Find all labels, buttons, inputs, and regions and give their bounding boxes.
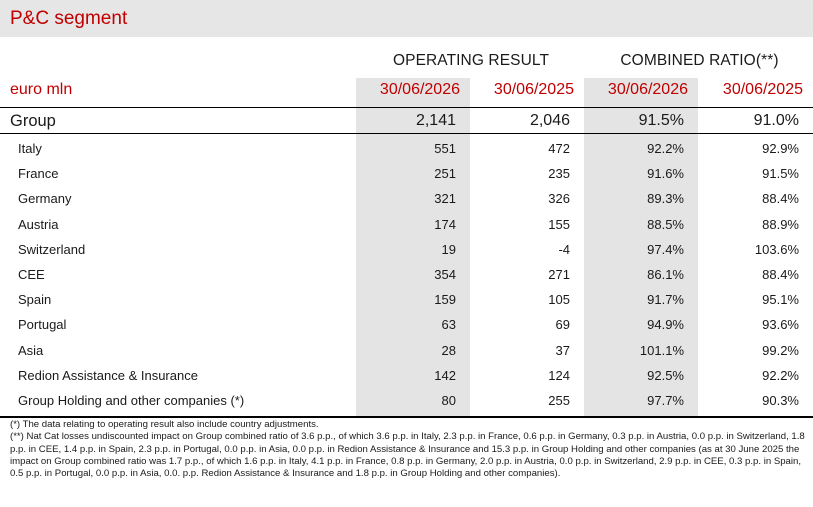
cell-ratio-2026: 97.4%: [647, 241, 684, 257]
header-divider: [0, 107, 813, 108]
date-header-ratio-2026: 30/06/2026: [607, 81, 688, 98]
cell-ratio-2025: 93.6%: [762, 317, 799, 333]
cell-ratio-2026: 101.1%: [639, 342, 684, 358]
cell-operating-2025: 124: [548, 367, 570, 383]
row-label: CEE: [18, 267, 45, 282]
row-label: Group: [10, 112, 56, 130]
row-label: Switzerland: [18, 241, 86, 257]
cell-operating-2025: 155: [548, 216, 570, 232]
cell-operating-2025: 2,046: [529, 112, 570, 129]
cell-operating-2025: 105: [548, 292, 570, 308]
footnotes: [10, 419, 805, 480]
cell-ratio-2026: 92.2%: [647, 141, 684, 156]
cell-ratio-2026: 88.5%: [647, 216, 684, 232]
cell-ratio-2026: 86.1%: [647, 267, 684, 282]
cell-ratio-2026: 91.7%: [647, 292, 684, 308]
cell-operating-2025: 235: [548, 166, 570, 182]
cell-ratio-2025: 92.9%: [762, 141, 799, 156]
cell-ratio-2026: 97.7%: [647, 393, 684, 408]
table-bottom-border: [0, 416, 813, 418]
row-label: Austria: [18, 216, 59, 232]
cell-operating-2026: 19: [441, 241, 456, 257]
unit-label: euro mln: [10, 81, 73, 98]
cell-operating-2025: 472: [548, 141, 570, 156]
cell-operating-2026: 28: [441, 342, 456, 358]
cell-ratio-2026: 91.5%: [638, 112, 684, 129]
combined-ratio-header: COMBINED RATIO(**): [620, 52, 779, 69]
cell-ratio-2026: 92.5%: [647, 367, 684, 383]
row-label: France: [18, 166, 59, 182]
cell-operating-2025: -4: [558, 241, 570, 257]
cell-operating-2026: 80: [441, 393, 456, 408]
title-bar: [0, 0, 813, 37]
date-header-ratio-2025: 30/06/2025: [722, 81, 803, 98]
row-label: Group Holding and other companies (*): [18, 393, 245, 408]
row-label: Italy: [18, 141, 42, 156]
cell-operating-2026: 174: [434, 216, 456, 232]
operating-result-header: OPERATING RESULT: [392, 52, 550, 69]
row-label: Asia: [18, 342, 44, 358]
cell-ratio-2025: 103.6%: [754, 241, 799, 257]
group-divider: [0, 133, 813, 134]
page-title: P&C segment: [10, 8, 128, 29]
cell-operating-2026: 2,141: [415, 112, 456, 129]
cell-ratio-2025: 92.2%: [762, 367, 799, 383]
row-label: Spain: [18, 292, 52, 308]
cell-ratio-2025: 91.5%: [762, 166, 799, 182]
cell-ratio-2026: 94.9%: [647, 317, 684, 333]
cell-ratio-2025: 95.1%: [762, 292, 799, 308]
cell-operating-2026: 321: [434, 191, 456, 207]
date-header-operating-2025: 30/06/2025: [493, 81, 574, 98]
cell-operating-2025: 69: [555, 317, 570, 333]
footnote: (*) The data relating to operating result also include country adjustments.: [10, 419, 319, 430]
cell-ratio-2025: 88.4%: [762, 267, 799, 282]
cell-operating-2026: 142: [434, 367, 456, 383]
cell-ratio-2025: 91.0%: [753, 112, 799, 129]
cell-ratio-2025: 88.9%: [762, 216, 799, 232]
cell-operating-2025: 271: [548, 267, 570, 282]
cell-operating-2026: 251: [434, 166, 456, 182]
cell-ratio-2026: 91.6%: [647, 166, 684, 182]
row-label: Portugal: [18, 317, 67, 333]
cell-operating-2025: 326: [548, 191, 570, 207]
cell-ratio-2025: 99.2%: [762, 342, 799, 358]
row-label: Redion Assistance & Insurance: [18, 367, 198, 383]
cell-operating-2026: 63: [441, 317, 456, 333]
cell-ratio-2025: 88.4%: [762, 191, 799, 207]
cell-operating-2026: 159: [434, 292, 456, 308]
row-label: Germany: [18, 191, 72, 207]
cell-ratio-2025: 90.3%: [762, 393, 799, 408]
cell-operating-2025: 255: [548, 393, 570, 408]
cell-operating-2026: 354: [434, 267, 456, 282]
date-header-operating-2026: 30/06/2026: [379, 81, 460, 98]
footnote: (**) Nat Cat losses undiscounted impact on Group combined ratio of 3.6 p.p., of which 3.6 p.p. in Italy, 2.3 p.p. in France, 0.6 p.p. in Germany, 0.3 p.p. in Austria, 0.0 p.p. in Switzerland, 1.8 p.p. in CEE, 1.4 p.p. in Spain, 2.3 p.p. in Portugal, 0.0 p.p. in Asia, 0.0 p.p. in Redion Assistance & Insurance and 15.3 p.p. in Group Holding and other companies (as at 30 June 2025 the impact on Group combined ratio was 1.7 p.p., of which 1.6 p.p. in Italy, 4.1 p.p. in France, 0.8 p.p. in Germany, 2.0 p.p. in Austria, 0.0 p.p. in Switzerland, 2.9 p.p. in CEE, 0.3 p.p. in Spain, 0.5 p.p. in Portugal, 0.0 p.p. in Asia, 0.0. p.p. Redion Assistance & Insurance and 1.8 p.p. in Group Holding and other companies).: [10, 431, 805, 480]
cell-ratio-2026: 89.3%: [647, 191, 684, 207]
cell-operating-2025: 37: [555, 342, 570, 358]
cell-operating-2026: 551: [434, 141, 456, 156]
